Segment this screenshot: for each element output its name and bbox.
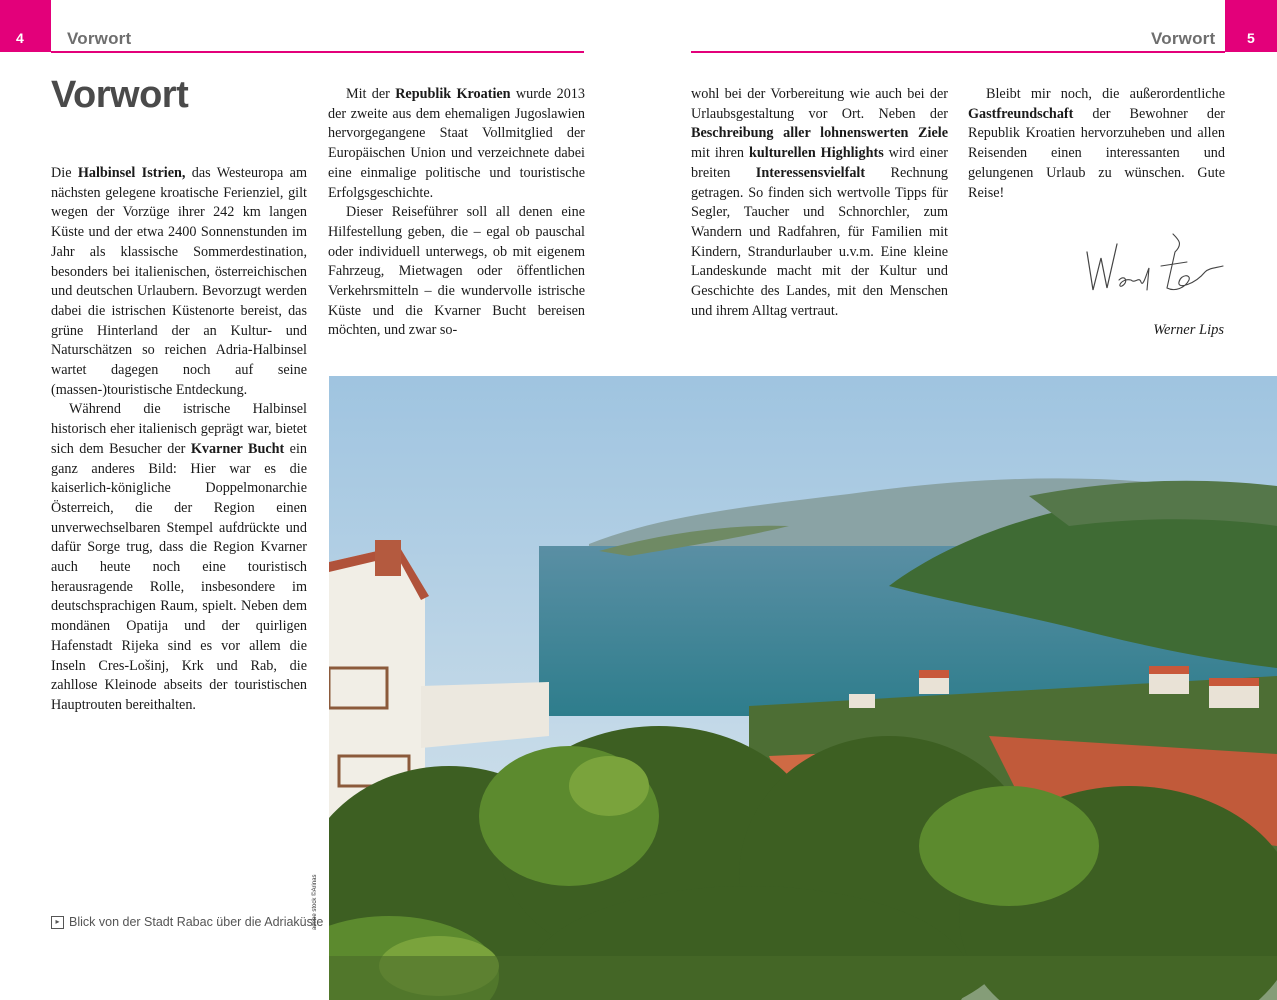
text-column-1 xyxy=(51,164,307,716)
page-title: Vorwort xyxy=(51,74,189,116)
paragraph: Während die istrische Halbinsel historisch eher italienisch geprägt war, bietet sich dem Besucher der Kvarner Bucht ein ganz anderes Bild: Hier war es die kaiserlich-königliche Doppelmonarchie Österreich, die der Region einen unverwechselbaren Stempel aufdrückte und dafür Sorge trug, dass die Region Kvarner auch heute noch eine touristisch herausragende Rolle, insbesondere im deutschsprachigen Raum, spielt. Neben dem mondänen Opatija und der quirligen Hafenstadt Rijeka sind es vor allem die Inseln Cres-Lošinj, Krk und Rab, die zahllose Kleinode abseits der touristischen Hauptrouten bereithalten. xyxy=(51,401,308,713)
signature xyxy=(1075,222,1225,302)
text-column-4 xyxy=(968,85,1225,203)
left-page-number: 4 xyxy=(16,30,24,46)
paragraph: wohl bei der Vorbereitung wie auch bei der Urlaubsgestaltung vor Ort. Neben der Beschreibung aller lohnenswerten Ziele mit ihren kulturellen Highlights wird einer breiten Interessensvielfalt Rechnung getragen. So finden sich wertvolle Tipps für Segler, Taucher und Schnorchler, zum Wandern und Radfahren, für Familien mit Kindern, Strandurlauber u.v.m. Eine kleine Landeskunde macht mit der Kultur und Geschichte des Landes, mit den Menschen und ihrem Alltag vertraut. xyxy=(691,86,949,319)
landscape-photo xyxy=(329,376,1277,1000)
arrow-right-icon: ▸ xyxy=(51,916,64,929)
paragraph: Mit der Republik Kroatien wurde 2013 der zweite aus dem ehemaligen Jugoslawien hervorgegangene Staat Vollmitglied der Europäischen Union und verzeichnete dabei eine einmalige politische und touristische Erfolgsgeschichte. xyxy=(328,86,585,201)
text-column-2 xyxy=(328,85,585,341)
text-column-3 xyxy=(691,85,948,321)
right-header-rule xyxy=(691,51,1225,53)
paragraph: Bleibt mir noch, die außerordentliche Gastfreundschaft der Bewohner der Republik Kroatien hervorzuheben und allen Reisenden einen interessanten und gelungenen Urlaub zu wünschen. Gute Reise! xyxy=(968,86,1225,201)
right-running-title: Vorwort xyxy=(1151,29,1216,48)
photo-caption xyxy=(51,915,323,929)
author-name: Werner Lips xyxy=(1153,322,1224,338)
paragraph: Die Halbinsel Istrien, das Westeuropa am nächsten gelegene kroatische Ferienziel, gilt wegen der Vorzüge ihrer 242 km langen Küste und der etwa 2400 Sonnenstunden im Jahr als klassische Sommerdestination, besonders bei italienischen, österreichischen und deutschen Urlaubern. Bevorzugt werden dabei die istrischen Küstenorte bereist, das grüne Hinterland der an Kultur- und Naturschätzen so reichen Adria-Halbinsel wartet dagegen noch auf seine (massen-)touristische Entdeckung. xyxy=(51,165,307,398)
left-running-title: Vorwort xyxy=(67,29,132,48)
photo-credit: adobe stock ©Arinas xyxy=(312,874,318,930)
photo-caption-text: Blick von der Stadt Rabac über die Adriaküste xyxy=(69,915,324,929)
paragraph: Dieser Reiseführer soll all denen eine Hilfestellung geben, die – egal ob pauschal oder individuell unterwegs, ob mit eigenem Fahrzeug, Mietwagen oder öffentlichen Verkehrsmitteln – die wundervolle istrische Küste und die Kvarner Bucht bereisen möchten, und zwar so- xyxy=(328,204,585,339)
left-header-rule xyxy=(51,51,584,53)
right-page-number: 5 xyxy=(1247,30,1255,46)
left-page-tab xyxy=(0,0,51,52)
